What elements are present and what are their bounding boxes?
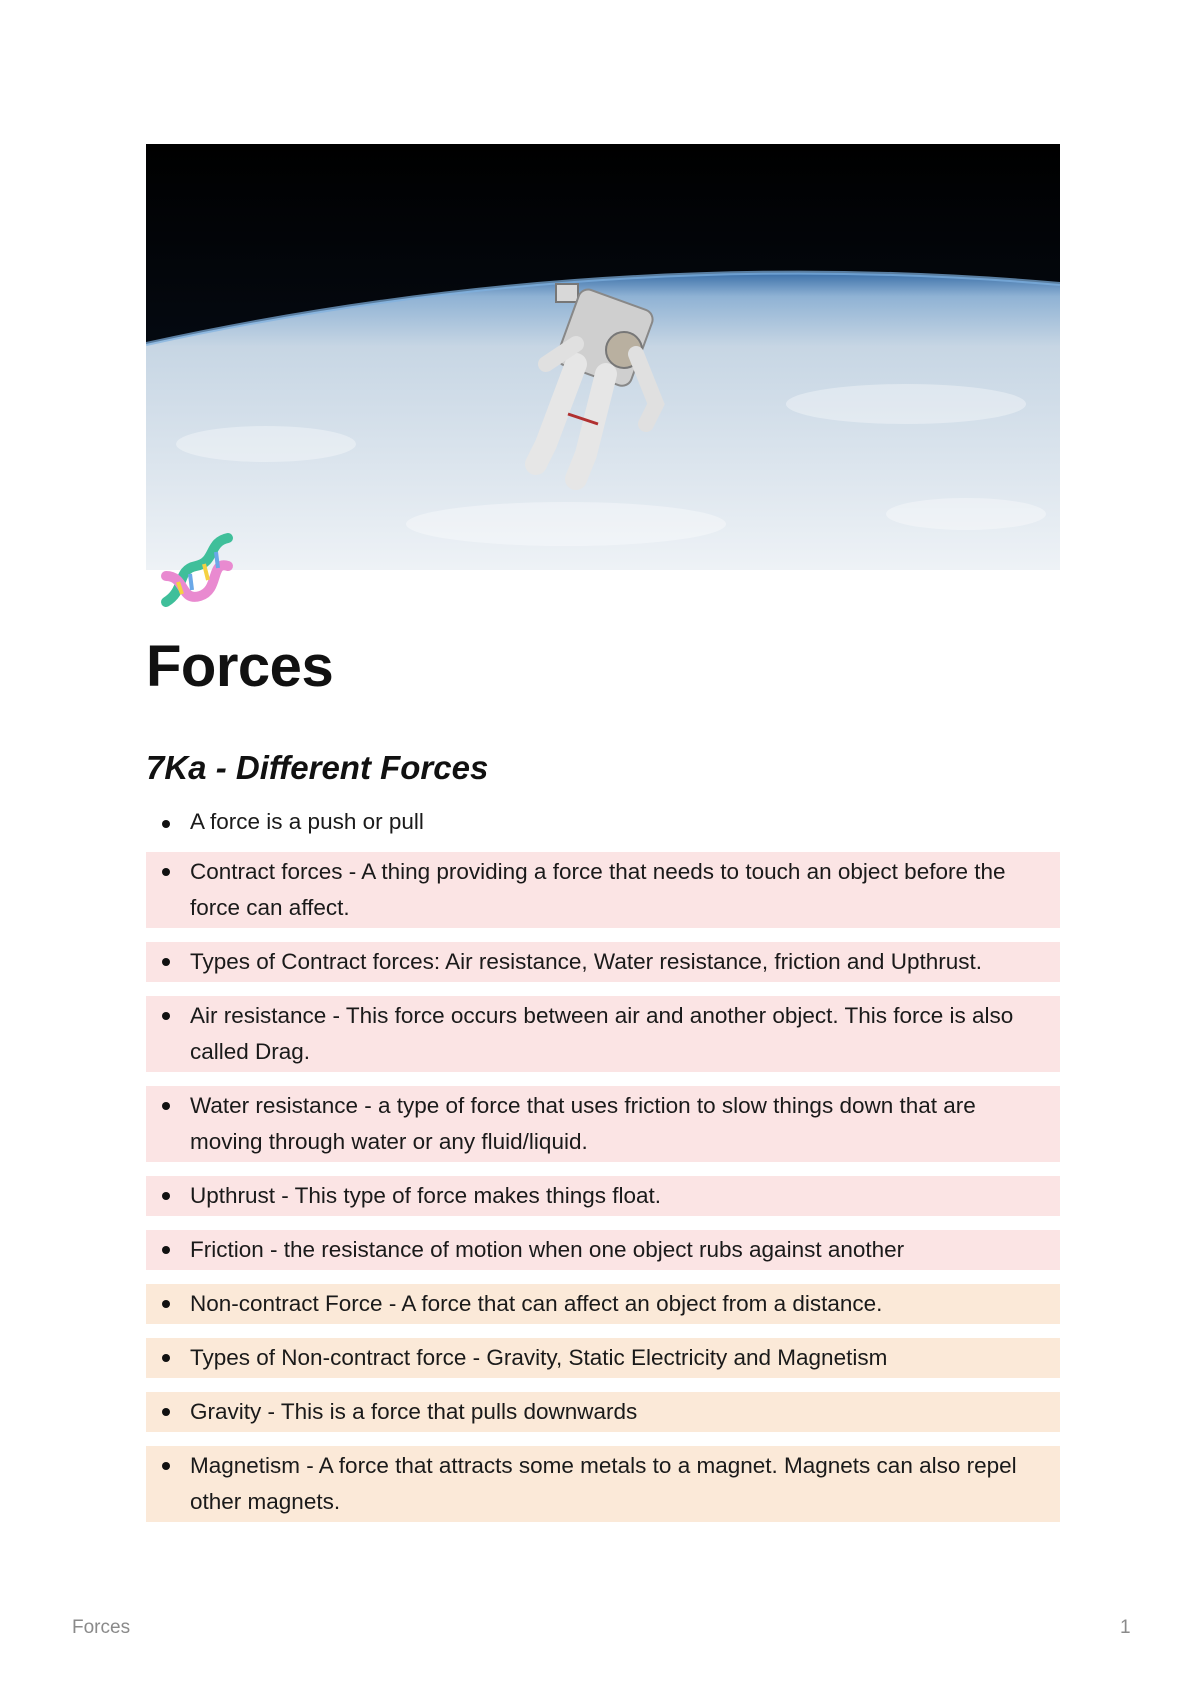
- list-item: Gravity - This is a force that pulls downwards: [146, 1392, 1060, 1432]
- page-title: Forces: [146, 634, 334, 699]
- list-item: Upthrust - This type of force makes things float.: [146, 1176, 1060, 1216]
- list-item: Non-contract Force - A force that can affect an object from a distance.: [146, 1284, 1060, 1324]
- section-heading: 7Ka - Different Forces: [146, 749, 489, 786]
- bullet-list: [146, 804, 1060, 1536]
- list-item: Contract forces - A thing providing a force that needs to touch an object before the force can affect.: [146, 852, 1060, 928]
- list-item: Magnetism - A force that attracts some metals to a magnet. Magnets can also repel other magnets.: [146, 1446, 1060, 1522]
- list-item: Water resistance - a type of force that uses friction to slow things down that are moving through water or any fluid/liquid.: [146, 1086, 1060, 1162]
- cover-image: [146, 144, 1060, 570]
- astronaut-earth-photo: [146, 144, 1060, 570]
- list-item: Types of Non-contract force - Gravity, Static Electricity and Magnetism: [146, 1338, 1060, 1378]
- list-item: Friction - the resistance of motion when one object rubs against another: [146, 1230, 1060, 1270]
- list-item: Types of Contract forces: Air resistance, Water resistance, friction and Upthrust.: [146, 942, 1060, 982]
- footer-doc-name: Forces: [72, 1617, 131, 1638]
- list-item: Air resistance - This force occurs between air and another object. This force is also called Drag.: [146, 996, 1060, 1072]
- list-item: A force is a push or pull: [146, 804, 1060, 840]
- footer-page-number: 1: [1120, 1617, 1131, 1638]
- dna-icon: [156, 530, 238, 612]
